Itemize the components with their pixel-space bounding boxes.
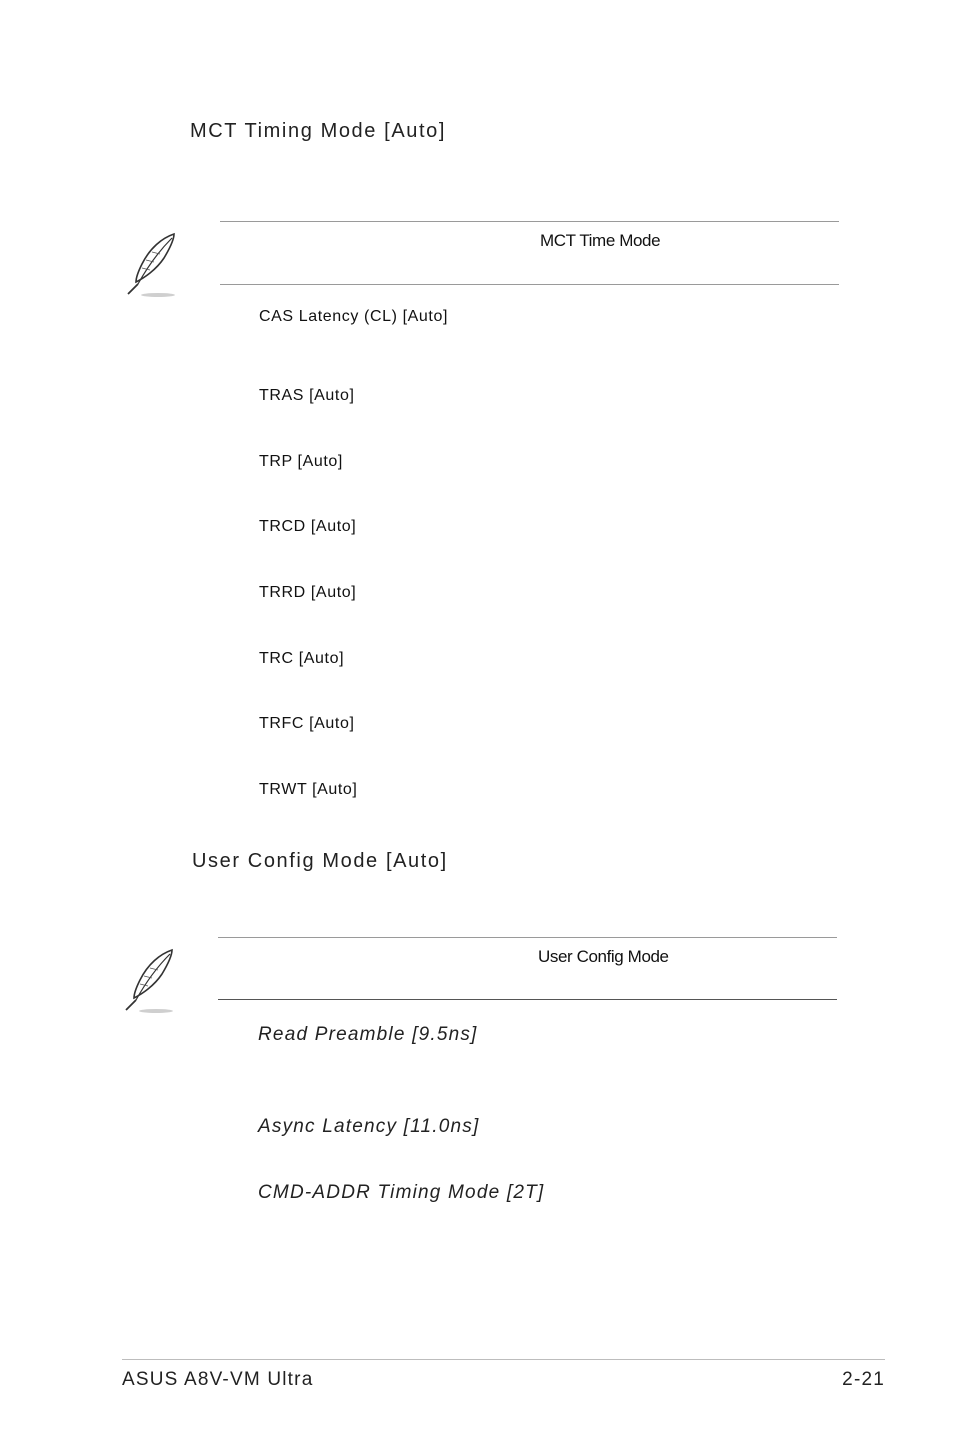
mct-item-trp: TRP [Auto] [259,453,343,470]
user-config-mode-heading: User Config Mode [Auto] [192,850,448,872]
mct-item-trfc: TRFC [Auto] [259,715,355,732]
mct-item-trrd: TRRD [Auto] [259,584,357,601]
user-item-read-preamble: Read Preamble [9.5ns] [258,1024,478,1045]
user-item-async-latency: Async Latency [11.0ns] [258,1116,480,1137]
feather-note-icon [122,230,182,300]
mct-item-cas-latency: CAS Latency (CL) [Auto] [259,308,448,325]
note2-top-rule [218,937,837,938]
note-top-rule [220,221,839,222]
user-item-cmd-addr-timing: CMD-ADDR Timing Mode [2T] [258,1182,545,1203]
mct-item-trwt: TRWT [Auto] [259,781,358,798]
mct-timing-mode-heading: MCT Timing Mode [Auto] [190,120,447,142]
feather-note-icon [120,946,180,1016]
mct-item-trc: TRC [Auto] [259,650,345,667]
note2-bottom-rule [218,999,837,1000]
footer-page-number: 2-21 [842,1369,885,1390]
mct-item-tras: TRAS [Auto] [259,387,355,404]
mct-item-trcd: TRCD [Auto] [259,518,357,535]
note-bottom-rule [220,284,839,285]
footer-product-name: ASUS A8V-VM Ultra [122,1369,314,1390]
footer-rule [122,1359,885,1360]
note-user-config-mode: User Config Mode [538,947,669,966]
note-mct-time-mode: MCT Time Mode [540,231,661,250]
